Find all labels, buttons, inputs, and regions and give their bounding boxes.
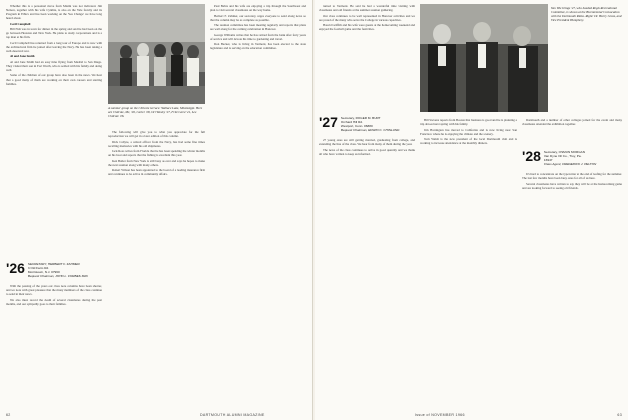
left-col3-para: Don Becker, who is living in Vermont, has been elected to the state legislature and is serving on the education committee.	[210, 42, 306, 51]
right-col3-para: Dartmouth and a number of other colleges joined for the event and many classmates attended the exhibition together.	[522, 118, 622, 127]
left-col-1-bottom	[6, 284, 102, 406]
class-28-secretary-name: OSMUN MORGAN	[558, 150, 585, 154]
chilcote-terrace-photo	[108, 4, 205, 104]
left-col1-para	[6, 54, 102, 58]
left-col-2	[108, 130, 205, 406]
left-col1-bottom-para: With the passing of the years our class note columns have been shorter, and we note with great pleasure that the many members of the class continue to send in their news.	[6, 284, 102, 297]
class-27-secretary-info	[341, 116, 399, 133]
class-27-secretary-name: ROGER M. BURT	[355, 116, 381, 120]
class-27-address-line2: Westport, Conn. 06880	[340, 123, 373, 128]
right-folio-number: 63	[617, 413, 622, 417]
class-26-address-line2: Morristown, N.J. 07960	[27, 269, 60, 274]
class-28-secretary-label: Secretary,	[543, 150, 558, 154]
left-col-3	[210, 4, 306, 410]
left-col1-bold-name: Al and Jane Smith	[10, 54, 35, 59]
right-col2-para: Tom Walsh is the new president of the local Dartmouth club and is working to increase attendance at the monthly dinners.	[420, 137, 517, 146]
left-col3-para: George Williams writes that he has retired from the bank after forty years of service and will devote his time to gardening and travel.	[210, 32, 306, 41]
class-26-secretary-label: SECRETARY,	[27, 262, 47, 266]
left-col3-para: Herbert F. Zahmer, our secretary, urges everyone to send along news so that the column may be as complete as possible.	[210, 13, 306, 22]
chilcote-photo-caption: A summer group on the Chilcote terrace: Wallace Lake, Mississippi. Here are Chilcote, Mc, '26, Carter '28, Ort Wesley '27, Fritz Gerst '21, Lee Chilcote '26.	[108, 106, 203, 118]
left-col1-para: Cecil Campbell has returned from a long tour of Europe and is now with the architectural firm he joined after leaving the Navy. He has been taking a well-deserved rest.	[6, 40, 102, 54]
class-27-secretary-label: Secretary,	[340, 116, 355, 120]
left-col1-para: Some of the children of our group have also been in the news. We hear that a good many of them are working on their own careers and starting families.	[6, 73, 102, 86]
left-col2-para: Robert Wilson has been appointed to the board of a leading insurance firm and continues to be active in community affairs.	[108, 168, 205, 177]
photo-image	[108, 4, 205, 104]
right-col2-para: Jim Harrington has moved to California and is now living near San Francisco where he is enjoying the climate and the scenery.	[420, 127, 517, 136]
right-col-1	[319, 4, 415, 116]
right-col1-bottom-para: The news of the class continues to arrive in good quantity and we thank all who have written to keep us informed.	[319, 147, 415, 156]
right-folio-title: Issue of NOVEMBER 1966	[415, 413, 465, 417]
right-col3-bottom-para: Several classmates have written to say they will be at the homecoming game and are looking forward to seeing old friends.	[522, 181, 622, 190]
left-col1-para: Bill Fish was in town for dinner in the spring and said he had been on the go between Houston and New York. He plans to study corporations and is a top man at his firm.	[6, 27, 102, 40]
left-col1-bottom-para: We also must record the death of several classmates during the past months, and our sympathy goes to their families.	[6, 297, 102, 306]
right-col-3-bottom	[522, 172, 622, 406]
left-page	[0, 0, 313, 420]
left-col3-para: Paul Behrs and his wife are enjoying a trip through the Southwest and plan to visit several classmates on the way home.	[210, 4, 306, 13]
class-26-secretary-name: HERBERT F. ZAHMER	[47, 262, 80, 266]
class-year-28: '28	[522, 148, 541, 164]
left-col2-para: Jack Ross writes from Florida that he has been spending the winter months on his boat and reports that the fishing is excellent this year.	[108, 149, 205, 158]
class-28-header	[522, 150, 622, 167]
right-col1-bottom-para: 27 young ones are still getting married, graduating from college, and extending the line of the class. We hear from many of them during the year.	[319, 138, 415, 147]
photo-image	[420, 4, 548, 112]
right-col-3	[522, 118, 622, 148]
convocation-photo	[420, 4, 548, 112]
left-col1-para: Whether this is a personnel move from Miami was not indicated. Jim Nelson, together with his wife Cynthia, is also on the Yale faculty and its Program in Ethics and has been working on the 'Sea Change' we have long heard about.	[6, 4, 102, 21]
right-col2-para: Bill Stevens reports from Boston that business is good and he is planning a trip abroad next spring with his family.	[420, 118, 517, 127]
right-col1-para: turned to Vermont. He said he had a wonderful time visiting with classmates and old friends at the summer reunion gathering.	[319, 4, 415, 13]
class-year-26: '26	[6, 260, 25, 276]
left-col3-para: The reunion committee has been meeting regularly and reports that plans are well along for the coming celebration in Hanover.	[210, 23, 306, 32]
class-year-27: '27	[319, 114, 338, 130]
class-27-agent: Bequest Chairman, EDWIN C. CHINLUND	[340, 127, 400, 132]
class-28-address-line1: Van Dyne Oil Co., Troy, Pa.	[543, 153, 582, 158]
left-col1-para	[6, 22, 102, 26]
class-26-header	[6, 262, 102, 279]
left-col2-para: Ken Butler from New York is still busy as ever and says he hopes to make the next reunion along with many others.	[108, 158, 205, 167]
left-col2-para: The following will give you to what you appreciate for the full reproduction we will get in a later edition of this column.	[108, 130, 205, 139]
class-27-address-line1: Orchard Hill Rd.	[340, 119, 363, 124]
right-col1-para: Our class continues to be well represented in Hanover activities and we are proud of the many who serve the College in various capacities.	[319, 13, 415, 22]
right-col-2	[420, 118, 517, 406]
class-26-agent: Bequest Chairman, JOHN L. FORBES 3RD	[27, 273, 88, 278]
right-col1-para: Harold Griffith and his wife were guests at the homecoming weekend and enjoyed the football game and the festivities.	[319, 23, 415, 32]
class-28-agent: Class Agent, FREDERICK J. PELTON	[543, 161, 597, 166]
class-27-header	[319, 116, 415, 133]
class-28-address-line2: 16947	[543, 157, 553, 162]
left-col1-bold-name: Cecil Campbell	[10, 21, 31, 26]
class-28-secretary-info	[544, 150, 596, 167]
left-folio-title: DARTMOUTH ALUMNI MAGAZINE	[200, 413, 265, 417]
left-col2-para: Dick Caliyre, a retired officer from the Navy, has had some fine times recalling memories with his old shipmates.	[108, 139, 205, 148]
left-col1-para: Al and Jane Smith had an easy time flying from Madrid to San Diego. They visited their son in Fort Worth, who is settled with his family and doing well.	[6, 59, 102, 73]
convocation-photo-caption: Van Wie brings '27, who headed Regis Recreational Committee, is shown at the Bicentennial Convocation with the Dartmouth Rinks. Right: Dr. Harry Gross, and Vice President Humphrey.	[551, 6, 622, 22]
left-folio-number: 62	[6, 413, 11, 417]
right-page	[315, 0, 628, 420]
right-col3-bottom-para: It's hard to concentrate on the typewriter at the end of leafing for the summer. The last few months have been busy ones for all of us here.	[522, 172, 622, 181]
right-col-1-bottom	[319, 138, 415, 406]
class-26-secretary-info	[28, 262, 88, 279]
class-26-address-line1: 3 Old Farm Rd.	[27, 265, 50, 270]
